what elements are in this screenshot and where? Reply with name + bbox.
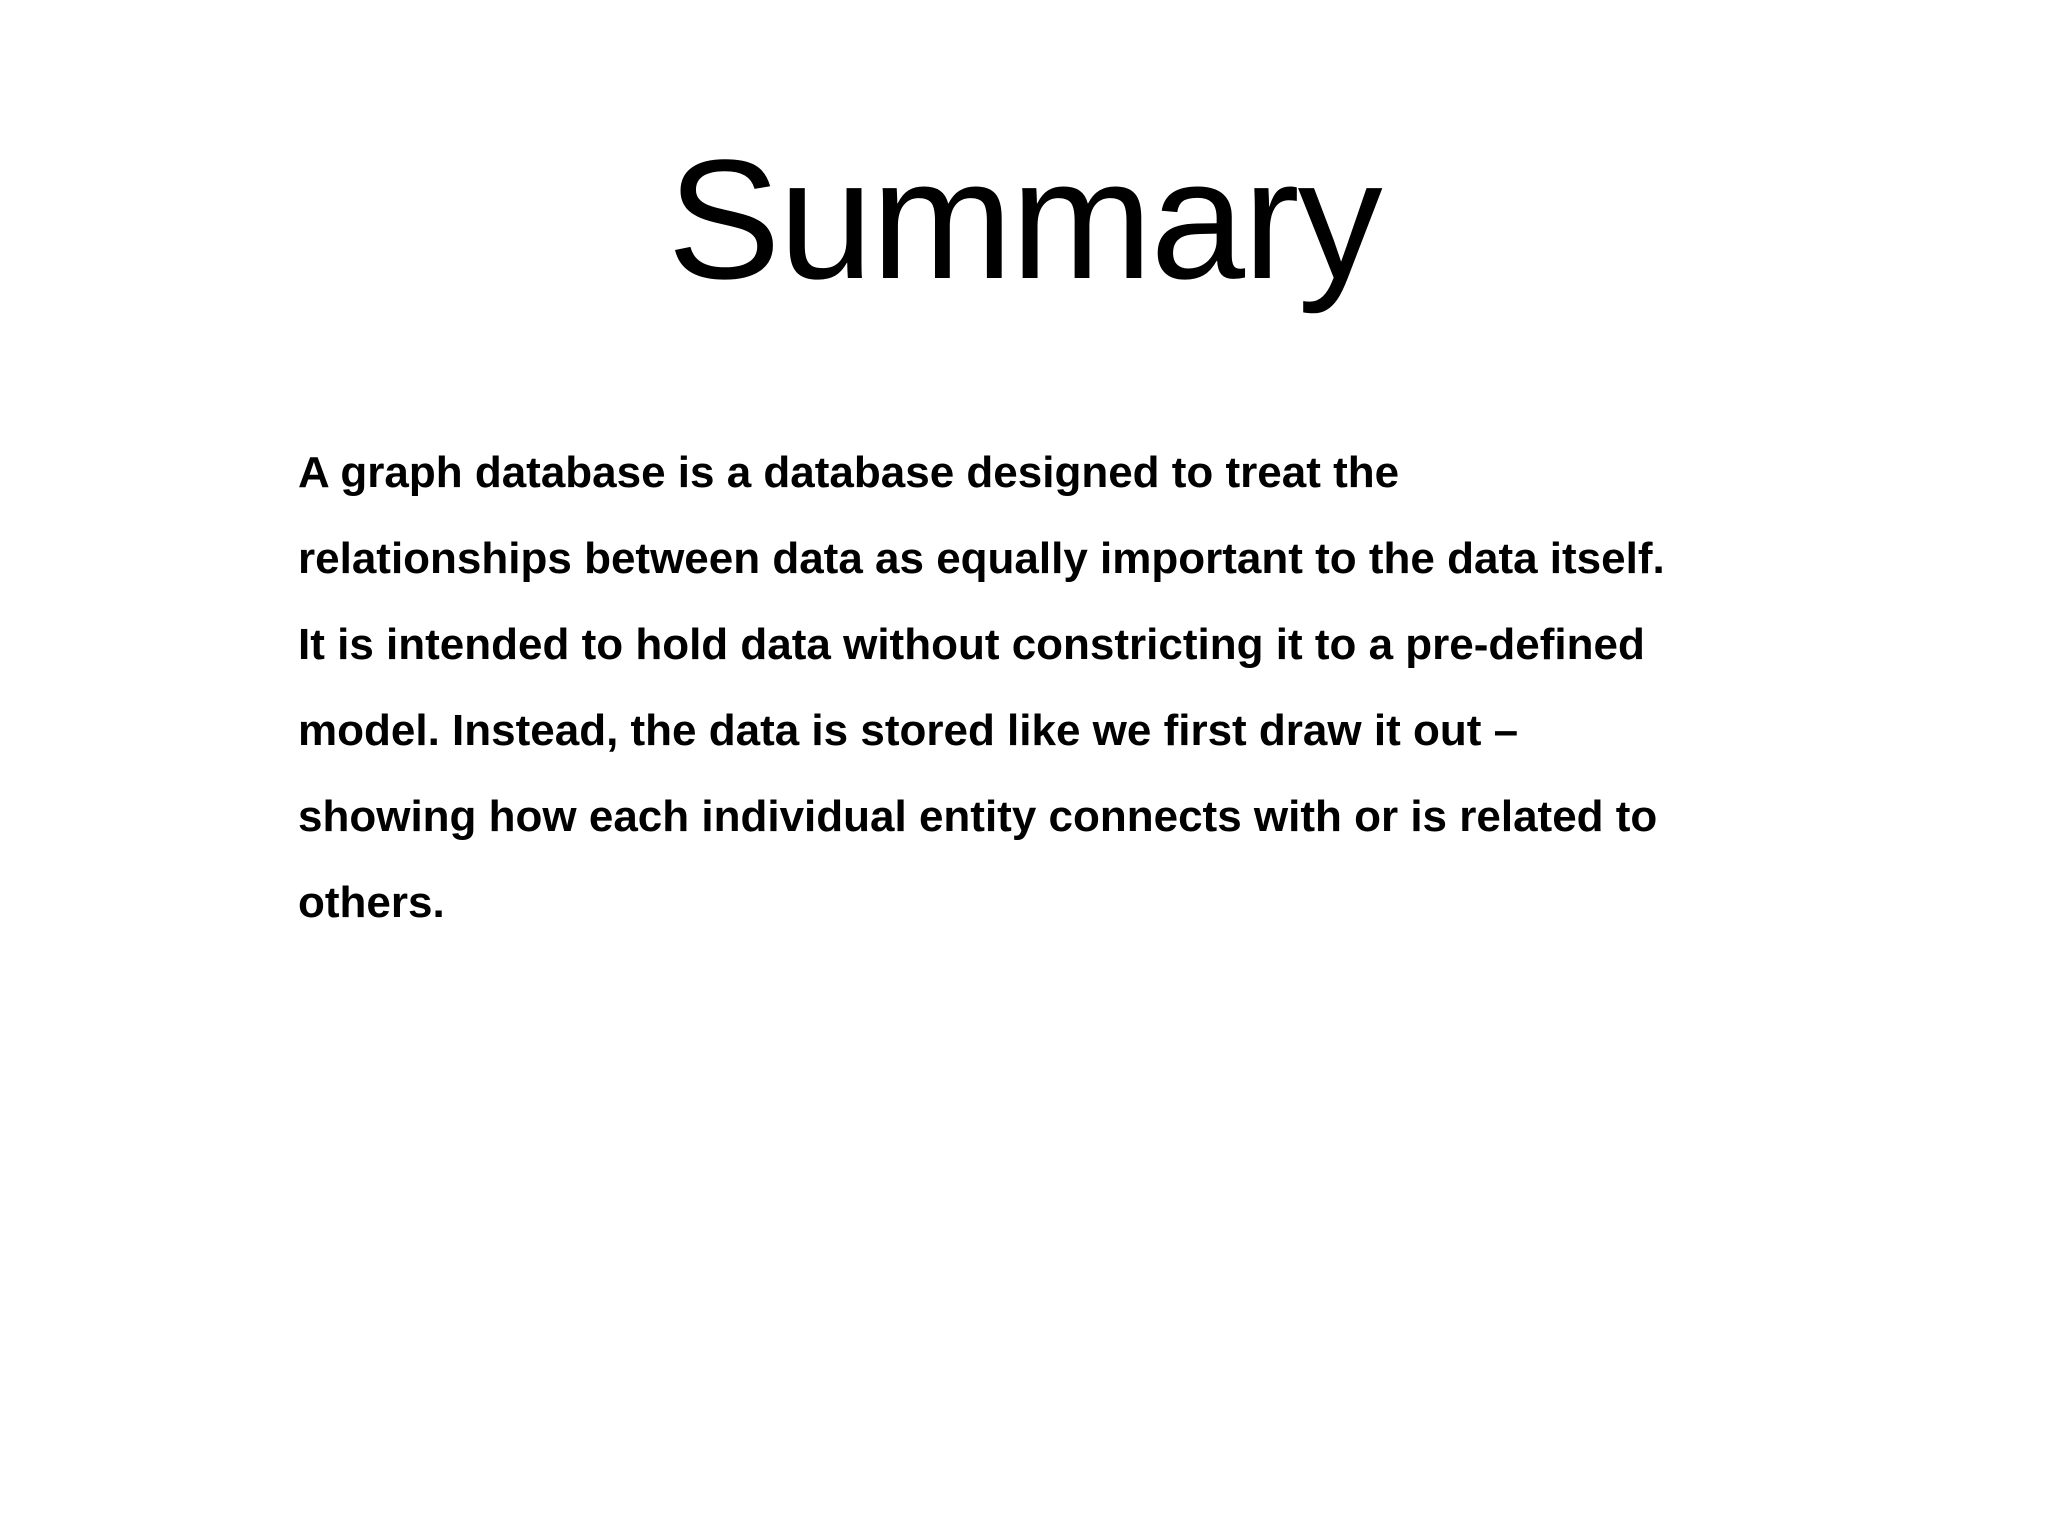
slide-body-text [298,430,1838,946]
body-line: model. Instead, the data is stored like we first draw it out – [298,706,1519,755]
body-line: A graph database is a database designed to treat the [298,448,1400,497]
body-line: showing how each individual entity connects with or is related to [298,792,1658,841]
body-line: relationships between data as equally important to the data itself. [298,534,1665,583]
body-line: It is intended to hold data without constricting it to a pre-defined [298,620,1645,669]
body-line: others. [298,878,445,927]
slide-title: Summary [667,125,1381,315]
